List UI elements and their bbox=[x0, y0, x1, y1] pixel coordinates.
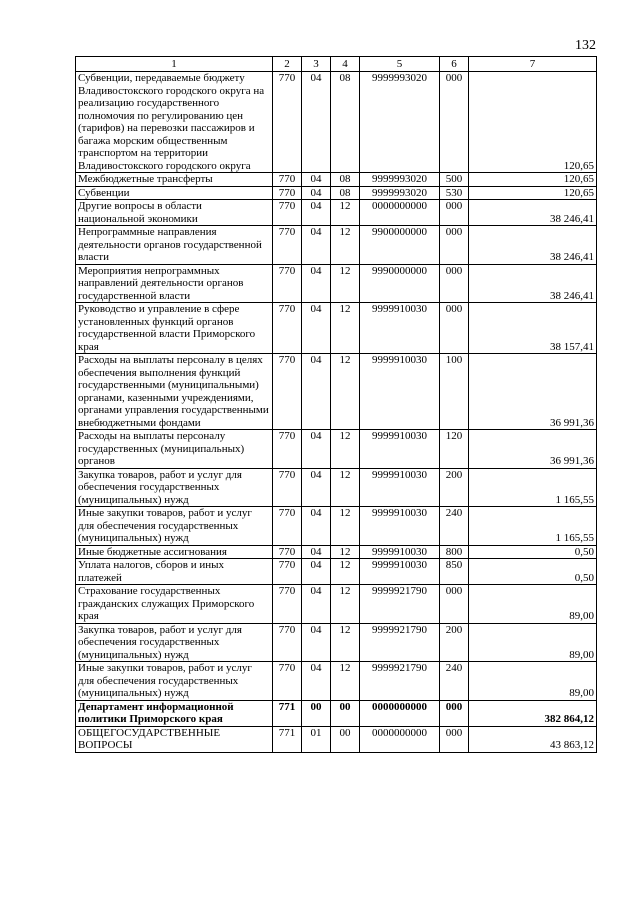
row-name-cell: Расходы на выплаты персоналу в целях обеспечения выполнения функций государственными (муниципальными) органами, казенными учреждениями, органами управления государственными внебюджетными фондами bbox=[76, 354, 273, 430]
row-name-cell: Департамент информационной политики Приморского края bbox=[76, 700, 273, 726]
row-code-5-cell: 9999921790 bbox=[360, 662, 440, 701]
row-code-3-cell: 04 bbox=[302, 186, 331, 200]
row-code-5-cell: 9999910030 bbox=[360, 303, 440, 354]
row-code-5-cell: 0000000000 bbox=[360, 200, 440, 226]
budget-table bbox=[75, 56, 597, 753]
row-code-6-cell: 000 bbox=[440, 200, 469, 226]
table-row bbox=[76, 623, 597, 662]
row-code-4-cell: 12 bbox=[331, 623, 360, 662]
row-name-cell: Иные закупки товаров, работ и услуг для обеспечения государственных (муниципальных) нужд bbox=[76, 662, 273, 701]
row-name-cell: Иные закупки товаров, работ и услуг для обеспечения государственных (муниципальных) нужд bbox=[76, 507, 273, 546]
column-header: 7 bbox=[469, 57, 597, 72]
row-code-2-cell: 770 bbox=[273, 354, 302, 430]
row-code-4-cell: 12 bbox=[331, 303, 360, 354]
row-code-2-cell: 770 bbox=[273, 507, 302, 546]
row-name-cell: Непрограммные направления деятельности органов государственной власти bbox=[76, 226, 273, 265]
row-name-cell: Межбюджетные трансферты bbox=[76, 173, 273, 187]
column-header: 6 bbox=[440, 57, 469, 72]
row-code-6-cell: 000 bbox=[440, 726, 469, 752]
row-code-5-cell: 0000000000 bbox=[360, 726, 440, 752]
row-name-cell: Расходы на выплаты персоналу государственных (муниципальных) органов bbox=[76, 430, 273, 469]
row-code-5-cell: 9999910030 bbox=[360, 354, 440, 430]
row-code-3-cell: 04 bbox=[302, 507, 331, 546]
row-code-5-cell: 9999910030 bbox=[360, 468, 440, 507]
row-code-6-cell: 000 bbox=[440, 585, 469, 624]
row-code-6-cell: 240 bbox=[440, 662, 469, 701]
row-code-4-cell: 12 bbox=[331, 264, 360, 303]
row-code-6-cell: 500 bbox=[440, 173, 469, 187]
row-name-cell: Страхование государственных гражданских служащих Приморского края bbox=[76, 585, 273, 624]
row-amount-cell: 120,65 bbox=[469, 72, 597, 173]
row-code-2-cell: 770 bbox=[273, 226, 302, 265]
row-amount-cell: 0,50 bbox=[469, 559, 597, 585]
row-code-4-cell: 12 bbox=[331, 430, 360, 469]
table-row bbox=[76, 303, 597, 354]
row-code-5-cell: 0000000000 bbox=[360, 700, 440, 726]
table-row bbox=[76, 468, 597, 507]
row-code-2-cell: 770 bbox=[273, 468, 302, 507]
row-name-cell: ОБЩЕГОСУДАРСТВЕННЫЕ ВОПРОСЫ bbox=[76, 726, 273, 752]
row-amount-cell: 89,00 bbox=[469, 662, 597, 701]
row-code-3-cell: 04 bbox=[302, 303, 331, 354]
row-code-3-cell: 04 bbox=[302, 545, 331, 559]
row-code-3-cell: 04 bbox=[302, 623, 331, 662]
row-amount-cell: 43 863,12 bbox=[469, 726, 597, 752]
column-header: 4 bbox=[331, 57, 360, 72]
table-row bbox=[76, 226, 597, 265]
column-header-row bbox=[76, 57, 597, 72]
row-code-6-cell: 240 bbox=[440, 507, 469, 546]
row-code-4-cell: 12 bbox=[331, 200, 360, 226]
table-row bbox=[76, 585, 597, 624]
row-code-4-cell: 12 bbox=[331, 226, 360, 265]
row-code-3-cell: 04 bbox=[302, 585, 331, 624]
row-code-2-cell: 770 bbox=[273, 662, 302, 701]
row-code-6-cell: 100 bbox=[440, 354, 469, 430]
row-code-2-cell: 770 bbox=[273, 585, 302, 624]
row-code-5-cell: 9999921790 bbox=[360, 585, 440, 624]
row-code-3-cell: 04 bbox=[302, 430, 331, 469]
row-code-5-cell: 9999921790 bbox=[360, 623, 440, 662]
row-code-2-cell: 770 bbox=[273, 173, 302, 187]
table-row bbox=[76, 200, 597, 226]
row-code-2-cell: 770 bbox=[273, 623, 302, 662]
row-code-6-cell: 800 bbox=[440, 545, 469, 559]
row-name-cell: Руководство и управление в сфере установленных функций органов государственной власти Приморского края bbox=[76, 303, 273, 354]
column-header: 3 bbox=[302, 57, 331, 72]
row-name-cell: Субвенции bbox=[76, 186, 273, 200]
table-body bbox=[76, 72, 597, 753]
row-amount-cell: 38 246,41 bbox=[469, 264, 597, 303]
row-code-2-cell: 770 bbox=[273, 264, 302, 303]
table-row bbox=[76, 700, 597, 726]
row-code-4-cell: 12 bbox=[331, 507, 360, 546]
row-name-cell: Мероприятия непрограммных направлений деятельности органов государственной власти bbox=[76, 264, 273, 303]
row-code-2-cell: 770 bbox=[273, 200, 302, 226]
row-code-5-cell: 9900000000 bbox=[360, 226, 440, 265]
row-code-2-cell: 770 bbox=[273, 72, 302, 173]
row-amount-cell: 36 991,36 bbox=[469, 430, 597, 469]
table-row bbox=[76, 726, 597, 752]
row-amount-cell: 0,50 bbox=[469, 545, 597, 559]
row-code-6-cell: 000 bbox=[440, 700, 469, 726]
row-code-6-cell: 000 bbox=[440, 226, 469, 265]
row-code-2-cell: 770 bbox=[273, 303, 302, 354]
row-name-cell: Закупка товаров, работ и услуг для обеспечения государственных (муниципальных) нужд bbox=[76, 623, 273, 662]
row-amount-cell: 120,65 bbox=[469, 186, 597, 200]
row-amount-cell: 120,65 bbox=[469, 173, 597, 187]
row-code-4-cell: 12 bbox=[331, 545, 360, 559]
row-code-4-cell: 00 bbox=[331, 700, 360, 726]
row-amount-cell: 382 864,12 bbox=[469, 700, 597, 726]
row-name-cell: Субвенции, передаваемые бюджету Владивостокского городского округа на реализацию государственного полномочия по регулированию цен (тарифов) на перевозки пассажиров и багажа морским общественным транспортом на территории Владивостокского городского округа bbox=[76, 72, 273, 173]
row-code-4-cell: 12 bbox=[331, 468, 360, 507]
row-name-cell: Иные бюджетные ассигнования bbox=[76, 545, 273, 559]
row-code-6-cell: 000 bbox=[440, 303, 469, 354]
table-row bbox=[76, 72, 597, 173]
row-code-3-cell: 00 bbox=[302, 700, 331, 726]
row-amount-cell: 38 246,41 bbox=[469, 200, 597, 226]
row-code-5-cell: 9999910030 bbox=[360, 430, 440, 469]
row-code-5-cell: 9999910030 bbox=[360, 559, 440, 585]
row-code-4-cell: 12 bbox=[331, 354, 360, 430]
row-code-4-cell: 08 bbox=[331, 173, 360, 187]
row-code-5-cell: 9999910030 bbox=[360, 507, 440, 546]
row-amount-cell: 89,00 bbox=[469, 623, 597, 662]
row-code-4-cell: 00 bbox=[331, 726, 360, 752]
row-code-4-cell: 08 bbox=[331, 186, 360, 200]
row-amount-cell: 89,00 bbox=[469, 585, 597, 624]
table-row bbox=[76, 186, 597, 200]
row-name-cell: Другие вопросы в области национальной экономики bbox=[76, 200, 273, 226]
row-code-5-cell: 9999993020 bbox=[360, 186, 440, 200]
row-code-2-cell: 771 bbox=[273, 726, 302, 752]
row-code-6-cell: 000 bbox=[440, 264, 469, 303]
row-code-3-cell: 04 bbox=[302, 264, 331, 303]
row-code-6-cell: 000 bbox=[440, 72, 469, 173]
row-amount-cell: 38 246,41 bbox=[469, 226, 597, 265]
row-name-cell: Уплата налогов, сборов и иных платежей bbox=[76, 559, 273, 585]
row-code-5-cell: 9999993020 bbox=[360, 173, 440, 187]
row-code-2-cell: 771 bbox=[273, 700, 302, 726]
row-code-2-cell: 770 bbox=[273, 430, 302, 469]
row-code-4-cell: 12 bbox=[331, 662, 360, 701]
table-row bbox=[76, 430, 597, 469]
table-row bbox=[76, 559, 597, 585]
row-code-3-cell: 04 bbox=[302, 72, 331, 173]
row-code-2-cell: 770 bbox=[273, 186, 302, 200]
table-row bbox=[76, 354, 597, 430]
row-code-6-cell: 200 bbox=[440, 623, 469, 662]
row-amount-cell: 38 157,41 bbox=[469, 303, 597, 354]
row-amount-cell: 1 165,55 bbox=[469, 468, 597, 507]
row-code-3-cell: 04 bbox=[302, 354, 331, 430]
row-code-6-cell: 200 bbox=[440, 468, 469, 507]
table-row bbox=[76, 662, 597, 701]
row-code-3-cell: 04 bbox=[302, 226, 331, 265]
row-code-3-cell: 04 bbox=[302, 468, 331, 507]
row-code-2-cell: 770 bbox=[273, 559, 302, 585]
row-code-3-cell: 04 bbox=[302, 662, 331, 701]
table-row bbox=[76, 545, 597, 559]
row-amount-cell: 36 991,36 bbox=[469, 354, 597, 430]
row-code-4-cell: 12 bbox=[331, 585, 360, 624]
row-code-3-cell: 04 bbox=[302, 173, 331, 187]
row-code-6-cell: 530 bbox=[440, 186, 469, 200]
row-code-2-cell: 770 bbox=[273, 545, 302, 559]
row-code-3-cell: 04 bbox=[302, 559, 331, 585]
row-code-4-cell: 08 bbox=[331, 72, 360, 173]
table-row bbox=[76, 507, 597, 546]
row-code-3-cell: 04 bbox=[302, 200, 331, 226]
row-code-6-cell: 120 bbox=[440, 430, 469, 469]
column-header: 5 bbox=[360, 57, 440, 72]
row-code-5-cell: 9990000000 bbox=[360, 264, 440, 303]
table-row bbox=[76, 264, 597, 303]
page-number: 132 bbox=[575, 38, 596, 53]
row-code-5-cell: 9999993020 bbox=[360, 72, 440, 173]
column-header: 2 bbox=[273, 57, 302, 72]
table-row bbox=[76, 173, 597, 187]
row-code-4-cell: 12 bbox=[331, 559, 360, 585]
row-amount-cell: 1 165,55 bbox=[469, 507, 597, 546]
row-code-5-cell: 9999910030 bbox=[360, 545, 440, 559]
row-name-cell: Закупка товаров, работ и услуг для обеспечения государственных (муниципальных) нужд bbox=[76, 468, 273, 507]
row-code-3-cell: 01 bbox=[302, 726, 331, 752]
row-code-6-cell: 850 bbox=[440, 559, 469, 585]
column-header: 1 bbox=[76, 57, 273, 72]
